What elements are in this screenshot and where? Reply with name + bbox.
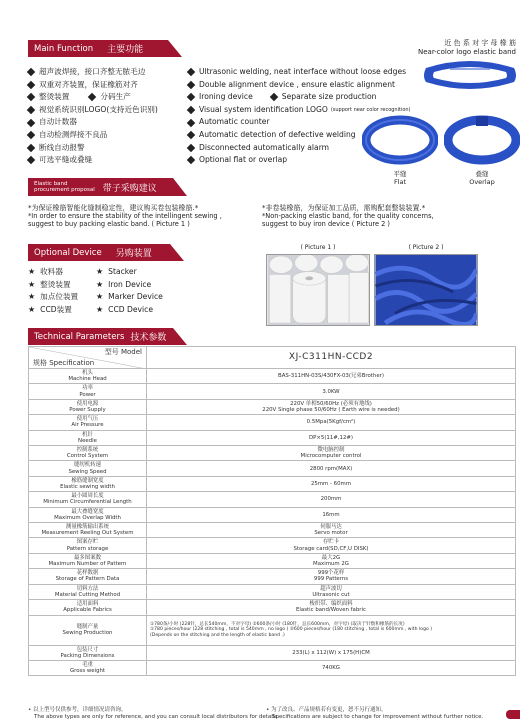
model-value: XJ-C311HN-CCD2 — [147, 347, 516, 369]
list-item — [96, 279, 163, 292]
spec-value-cell — [147, 600, 516, 615]
text: The above types are only for reference, and you can consult local distributors for details. — [34, 713, 279, 720]
spec-label-cell — [29, 660, 147, 675]
bullet-diamond-icon — [27, 144, 35, 152]
text: Automatic counter — [199, 117, 270, 127]
text: Air Pressure — [71, 422, 104, 429]
text: 25mm - 60mm — [310, 480, 352, 487]
text: 毛重 — [82, 661, 93, 668]
technical-parameters-title-en: Technical Parameters — [34, 331, 125, 342]
optional-device-title-en: Optional Device — [34, 247, 102, 258]
table-row — [29, 347, 516, 369]
star-icon: ★ — [96, 292, 104, 302]
spec-value-cell — [147, 399, 516, 414]
picture-2-loose-bands-image — [374, 254, 478, 326]
text: ①780条/小时 (228针，总长540mm，不对字母) ②600条/小时 (180针，总长600mm，对字母) (取决于针数和橡筋的长度) — [150, 621, 405, 627]
list-item — [28, 79, 158, 92]
text: suggest to buy packing elastic band. ( Picture 1 ) — [28, 220, 190, 229]
text: 缝制产量 — [76, 623, 99, 630]
text: 999个花样 — [317, 570, 345, 577]
footer-right — [266, 707, 483, 720]
star-icon: ★ — [28, 279, 36, 289]
text: 使用气压 — [76, 416, 99, 423]
logo-elastic-band-image — [420, 58, 520, 94]
text: suggest to buy iron device ( Picture 2 ) — [262, 220, 391, 229]
bullet-diamond-icon — [187, 118, 195, 126]
spec-value-cell — [147, 492, 516, 507]
text: Double alignment device , ensure elastic alignment — [199, 79, 396, 89]
text: 切料方法 — [76, 585, 99, 592]
text: 花样数据 — [76, 570, 99, 577]
optional-en-list — [96, 266, 163, 316]
overlap-band-image — [444, 114, 520, 166]
text: Storage of Pattern Data — [55, 576, 120, 583]
optional-device-header — [28, 244, 170, 261]
text: 微电脑控制 — [317, 447, 345, 454]
list-item — [28, 104, 158, 117]
text: 图案存贮 — [76, 539, 99, 546]
table-row — [29, 553, 516, 568]
picture-1-rolls-image — [266, 254, 370, 326]
star-icon: ★ — [28, 267, 36, 276]
technical-parameters-title-cn: 技术参数 — [130, 333, 167, 343]
text: (Depends on the stitching and the length of elastic band .) — [150, 632, 285, 638]
text: Ultrasonic cut — [312, 591, 350, 598]
spec-value-cell — [147, 369, 516, 384]
text: 梭织带、编织面料 — [309, 601, 353, 608]
text: CCD装置 — [40, 304, 72, 314]
text: 分码生产 — [100, 92, 131, 102]
table-row — [29, 384, 516, 399]
spec-label-cell — [29, 430, 147, 445]
text: 伺服马达 — [320, 524, 342, 531]
table-row — [29, 492, 516, 507]
bullet-diamond-icon — [187, 68, 195, 76]
bullet-diamond-icon — [187, 131, 195, 139]
table-row — [29, 430, 516, 445]
text: 0.5Mpa(5Kgf/cm²) — [306, 419, 356, 426]
star-icon: ★ — [96, 267, 104, 276]
bullet-diamond-icon — [27, 118, 35, 126]
table-row — [29, 476, 516, 491]
spec-value-cell — [147, 430, 516, 445]
spec-value-cell — [147, 569, 516, 584]
text: Servo motor — [314, 530, 348, 537]
text: Needle — [78, 437, 97, 444]
list-item — [28, 129, 158, 142]
text: Packing Dimensions — [60, 652, 115, 659]
list-item — [28, 91, 158, 104]
flat-caption — [380, 170, 420, 186]
text: Machine Head — [68, 376, 107, 383]
procurement-note-right — [262, 204, 434, 229]
table-row — [29, 600, 516, 615]
list-item — [28, 66, 158, 79]
text: Applicable Fabrics — [63, 607, 112, 614]
text: Sewing Production — [62, 630, 113, 636]
table-row — [29, 538, 516, 553]
text: 机针 — [82, 431, 93, 438]
procurement-note-left — [28, 204, 222, 229]
band-header-en: Near-color logo elastic band — [418, 48, 516, 56]
text: 可选平缝或叠缝 — [39, 155, 93, 165]
list-item — [96, 291, 163, 304]
text: 最小圆周长度 — [71, 493, 104, 500]
text: 双重对齐装置，保证橡筋对齐 — [39, 79, 138, 89]
text: 3.0KW — [322, 388, 340, 395]
text: 整烫装置 — [40, 279, 71, 289]
footer-left — [28, 707, 279, 720]
text: 220V Single phase 50/60Hz ( Earth wire is needed) — [262, 407, 400, 414]
spec-value-cell — [147, 507, 516, 522]
text: 加点位装置 — [40, 292, 79, 302]
table-row — [29, 645, 516, 660]
text: • 以上型号仅供参考，详细情况请咨询。 — [28, 707, 127, 713]
text: 740KG — [321, 665, 340, 671]
picture-1-caption: ( Picture 1 ) — [300, 244, 336, 251]
text: Elastic sewing width — [60, 484, 115, 491]
spec-value-cell — [147, 384, 516, 399]
table-row — [29, 523, 516, 538]
text: Minimum Circumferential Length — [43, 499, 132, 506]
spec-label-cell — [29, 446, 147, 461]
text: BAS-311HN-03S/430FX-03(兄弟Brother) — [278, 373, 384, 380]
text: 包装尺寸 — [76, 646, 99, 653]
spec-value-cell — [147, 461, 516, 476]
text: 自动计数器 — [39, 117, 77, 127]
list-item — [28, 304, 78, 317]
bullet-diamond-icon — [270, 93, 278, 101]
text: Optional flat or overlap — [199, 155, 288, 165]
text: Stacker — [108, 267, 137, 276]
band-header — [418, 39, 516, 57]
spec-value-cell — [147, 645, 516, 660]
spec-value-cell — [147, 553, 516, 568]
text: 橡筋缝制宽度 — [71, 477, 104, 484]
main-function-header — [28, 40, 168, 57]
spec-label-cell — [29, 492, 147, 507]
text: 叠缝 — [475, 170, 489, 178]
text: Maximum 2G — [313, 561, 349, 568]
spec-value-cell — [147, 415, 516, 430]
list-item — [188, 66, 411, 79]
spec-label-cell — [29, 476, 147, 491]
text: *In order to ensure the stability of the intellingent sewing , — [28, 212, 222, 221]
bullet-diamond-icon — [187, 93, 195, 101]
picture-2-caption: ( Picture 2 ) — [408, 244, 444, 251]
spec-label-cell — [29, 645, 147, 660]
text: 机头 — [82, 370, 93, 376]
text: 2800 rpm(MAX) — [309, 465, 353, 472]
text: 规格 Specification — [33, 358, 95, 367]
text: Microcomputer control — [300, 453, 362, 460]
text: Disconnected automatically alarm — [199, 142, 330, 152]
text: 缝纫机转速 — [74, 462, 101, 469]
text: *Non-packing elastic band, for the quality concerns, — [262, 212, 434, 221]
spec-label-cell — [29, 461, 147, 476]
spec-label-cell — [29, 507, 147, 522]
text: CCD Device — [108, 304, 154, 314]
spec-value-cell — [147, 660, 516, 675]
flat-band-image — [362, 114, 438, 166]
list-item — [28, 116, 158, 129]
text: Separate size production — [281, 92, 377, 102]
table-row — [29, 584, 516, 599]
text: 整烫装置 — [39, 92, 70, 102]
spec-label-cell — [29, 584, 147, 599]
bullet-diamond-icon — [187, 144, 195, 152]
star-icon: ★ — [96, 304, 104, 314]
text: 存贮卡 — [322, 539, 340, 546]
text: (support near color recognition) — [330, 106, 411, 113]
text: Power Supply — [69, 407, 106, 414]
text: Marker Device — [108, 292, 163, 302]
procurement-title-cn: 带子采购建议 — [102, 183, 157, 194]
list-item — [28, 266, 78, 279]
spec-label-cell — [29, 523, 147, 538]
list-item — [28, 142, 158, 155]
text: 超声波切 — [320, 585, 342, 592]
spec-label-cell — [29, 369, 147, 384]
star-icon: ★ — [28, 292, 36, 302]
text: ①780 pieces/hour (228 stitching , total is 540mm , no logo ) ②600 pieces/hour (180 stitching , total is 600mm , with logo ) — [150, 627, 433, 633]
text: Storage card(SD,CF,U DISK) — [293, 545, 369, 552]
bullet-diamond-icon — [27, 156, 35, 164]
list-item — [28, 291, 78, 304]
text: 断线自动报警 — [39, 142, 85, 152]
text: 功率 — [82, 385, 93, 392]
overlap-caption — [462, 170, 502, 186]
bullet-diamond-icon — [187, 81, 195, 89]
main-function-title-cn: 主要功能 — [107, 45, 144, 55]
list-item — [188, 91, 411, 104]
spec-label-cell — [29, 384, 147, 399]
list-item — [188, 79, 411, 92]
text: Material Cutting Method — [54, 591, 121, 598]
bullet-diamond-icon — [88, 93, 96, 101]
table-row — [29, 660, 516, 675]
text: Visual system identification LOGO — [199, 104, 328, 114]
text: 200mm — [320, 496, 342, 503]
text: 型号 Model — [104, 348, 142, 356]
bullet-diamond-icon — [27, 131, 35, 139]
spec-table — [28, 346, 516, 676]
optional-device-title-cn: 另购装置 — [115, 249, 152, 259]
list-item — [28, 154, 158, 167]
text: Elastic band/Woven fabric — [296, 607, 366, 614]
procurement-title-en — [34, 181, 95, 193]
spec-label-cell — [29, 569, 147, 584]
optional-cn-list — [28, 266, 78, 316]
text: 233(L) x 112(W) x 175(H)CM — [292, 649, 370, 656]
text: 收料器 — [40, 267, 63, 276]
spec-value-cell — [147, 584, 516, 599]
text: 适用面料 — [76, 601, 99, 608]
text: Iron Device — [108, 279, 152, 289]
table-row — [29, 446, 516, 461]
page-badge — [506, 710, 520, 719]
bullet-diamond-icon — [27, 106, 35, 114]
table-row — [29, 399, 516, 414]
text: Flat — [393, 178, 407, 186]
text: 测量橡筋输出系统 — [65, 524, 110, 531]
text: Sewing Speed — [68, 468, 107, 475]
bullet-diamond-icon — [187, 106, 195, 114]
band-header-cn: 近 色 系 对 字 母 橡 筋 — [444, 39, 516, 47]
table-row — [29, 415, 516, 430]
text: 最大叠缝宽度 — [71, 508, 104, 515]
text: Maximum Overlap Width — [54, 514, 121, 521]
spec-label-cell — [29, 415, 147, 430]
text: Elastic band — [34, 181, 68, 187]
text: 控制系统 — [76, 447, 99, 454]
text: *非卷装橡筋，为保证加工品质，需购配套整装装置.* — [262, 204, 426, 212]
text: *为保证橡筋智能化缝制稳定性，建议购买卷包装橡筋.* — [28, 204, 199, 212]
text: Control System — [66, 453, 109, 460]
bullet-diamond-icon — [187, 156, 195, 164]
list-item — [28, 279, 78, 292]
text: Power — [79, 391, 96, 398]
procurement-header — [28, 178, 173, 196]
star-icon: ★ — [28, 304, 36, 314]
text: DP×5(11#,12#) — [308, 434, 354, 441]
text: 平缝 — [393, 170, 407, 178]
spec-value-cell — [147, 615, 516, 645]
text: 220V 单相50/60Hz (必须有地线) — [290, 400, 372, 407]
text: 999 Patterns — [313, 576, 349, 583]
main-function-cn-list — [28, 66, 158, 167]
spec-value-cell — [147, 446, 516, 461]
text: Maximum Number of Pattern — [48, 561, 127, 568]
bullet-diamond-icon — [27, 68, 35, 76]
spec-label-cell — [29, 615, 147, 645]
list-item — [96, 266, 163, 279]
text: 自动检测焊接不良品 — [39, 129, 108, 139]
table-row — [29, 507, 516, 522]
main-function-title-en: Main Function — [34, 43, 94, 54]
text: 最大2G — [321, 554, 341, 561]
spec-label-cell — [29, 399, 147, 414]
text: Gross weight — [69, 668, 106, 675]
list-item — [96, 304, 163, 317]
table-row — [29, 615, 516, 645]
model-spec-header-cell — [29, 347, 147, 369]
text: Overlap — [469, 178, 495, 186]
bullet-diamond-icon — [27, 81, 35, 89]
text: 最多图案数 — [74, 554, 101, 561]
spec-value-cell — [147, 538, 516, 553]
table-row — [29, 569, 516, 584]
table-row — [29, 369, 516, 384]
text: 视觉系统识别LOGO(支持近色识别) — [39, 104, 158, 114]
text: 16mm — [322, 511, 340, 518]
text: 超声波焊接，接口齐整无脓毛边 — [39, 67, 146, 76]
spec-label-cell — [29, 600, 147, 615]
text: Measurement Reeling Out System — [41, 530, 134, 537]
spec-value-cell — [147, 523, 516, 538]
text: procurement proposal — [34, 187, 95, 193]
text: Ironing device — [199, 92, 253, 102]
spec-label-cell — [29, 553, 147, 568]
text: Specifications are subject to change for improvement without further notice. — [272, 713, 484, 720]
table-row — [29, 461, 516, 476]
text: Automatic detection of defective welding — [199, 129, 356, 139]
text: • 为了改良、产品规格若有变更，恕不另行通知。 — [266, 707, 387, 713]
bullet-diamond-icon — [27, 93, 35, 101]
technical-parameters-header — [28, 328, 173, 345]
spec-label-cell — [29, 538, 147, 553]
text: Pattern storage — [66, 545, 109, 552]
text: Ultrasonic welding, neat interface without loose edges — [199, 67, 407, 76]
text: 使用电源 — [76, 400, 99, 407]
star-icon: ★ — [96, 279, 104, 289]
spec-value-cell — [147, 476, 516, 491]
